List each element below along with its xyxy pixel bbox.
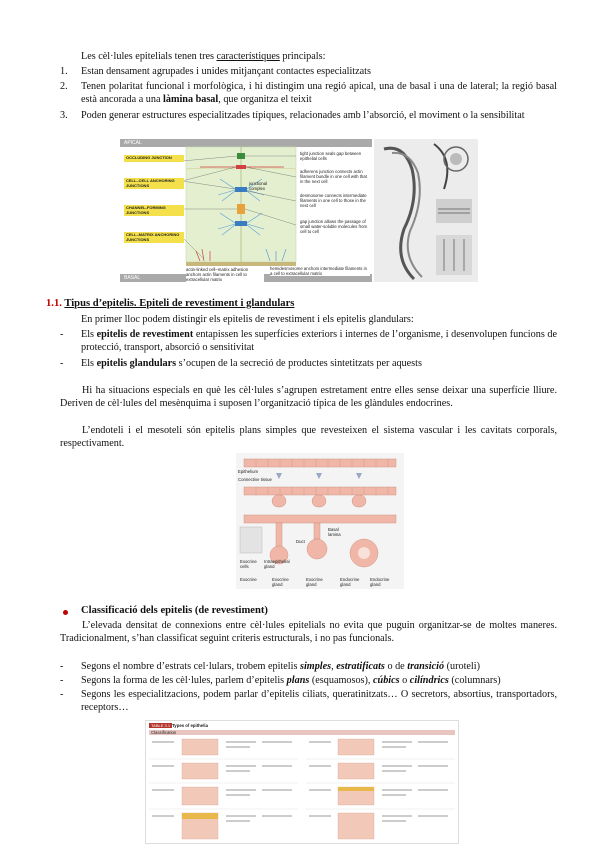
list-item [60, 65, 557, 78]
list-item [60, 688, 557, 715]
exocrine-cells-label: Exocrine cells [240, 559, 257, 569]
exocrine-gland-label: Exocrine gland [306, 577, 323, 587]
section-number: 1.1. [46, 298, 62, 309]
bullet-text: Segons la forma de les cèl·lules, parlem d’epitelis [81, 675, 287, 686]
bullet-text-end: (columnars) [448, 675, 501, 686]
intraepithelial-gland-label: Intraepithelial gland [264, 559, 290, 569]
bullet-text: Segons les especialitzacions, podem parlar d’epitelis ciliats, queratinitzats… O secretors, absortius, transportadors, receptors… [81, 689, 557, 714]
list-number: 3. [60, 110, 68, 121]
bullet-text-end: s’ocupen de la secreció de productes sintetitzats per aquests [176, 358, 422, 369]
cell-matrix-anchoring-label: CELL–MATRIX ANCHORING JUNCTIONS [124, 232, 184, 243]
desmosome-label: desmosome connects intermediate filaments in one cell to those in the next cell [300, 193, 367, 208]
channel-forming-label: CHANNEL-FORMING JUNCTIONS [124, 205, 184, 216]
paragraph: L’elevada densitat de connexions entre cèl·lules epitelials no evita que puguin organitzar-se de moltes maneres. Tradicionalment, s’han classificat seguint criteris estructurals, i no pas funcionals. [60, 620, 557, 645]
gap-junction-label: gap junction allows the passage of small water-soluble molecules from cell to cell [300, 219, 368, 234]
micrograph-figure [374, 139, 478, 282]
table-caption: Types of epithelia [172, 723, 208, 728]
junctional-complex-label: junctional complex [249, 181, 268, 191]
bullet-dash: - [60, 661, 64, 672]
list-bold: làmina basal [163, 94, 219, 106]
bullet-text: o [399, 675, 410, 686]
adherens-junction-label: adherens junction connects actin filament bundle in one cell with that in the next cell [300, 169, 367, 184]
exocrine-label: Exocrine [240, 577, 257, 582]
list-number: 2. [60, 81, 68, 92]
list-item [60, 674, 557, 687]
endocrine-gland-label: Endocrine gland [370, 577, 390, 587]
list-text-end: , que organitza el teixit [218, 94, 312, 106]
list-text: Poden generar estructures especialitzades típiques, relacionades amb l’absorció, el moviment o la sensibilitat [81, 110, 525, 121]
occluding-junction-label: OCCLUDING JUNCTION [124, 155, 184, 162]
intro-text: Les cèl·lules epitelials tenen tres [81, 51, 217, 62]
tight-junction-label: tight junction seals gap between epithelial cells [300, 151, 362, 161]
bullet-dash: - [60, 689, 64, 700]
connective-tissue-label: Connective tissue [238, 477, 272, 482]
bullet-bold: estratificats [336, 661, 385, 672]
intro-underlined: característiques [216, 51, 280, 62]
bullet-bold: transició [407, 661, 445, 672]
section-title: Tipus d’epitelis. Epiteli de revestiment i glandulars [64, 298, 295, 309]
bullet-bold: epitelis de revestiment [96, 329, 194, 340]
duct-label: Duct [296, 539, 305, 544]
bullet-bold: plans [286, 675, 310, 686]
bullet-bold: epitelis glandulars [96, 358, 177, 369]
epithelium-label: Epithelium [238, 469, 259, 474]
bullet-text-end: (uroteli) [444, 661, 480, 672]
bullet-bold: cúbics [373, 675, 400, 686]
list-item [60, 80, 557, 107]
list-item [60, 328, 557, 355]
intro-text-end: principals: [279, 51, 326, 62]
bullet-text: o de [384, 661, 408, 672]
paragraph: Hi ha situacions especials en què les cèl·lules s’agrupen estretament entre elles sense deixar una superfície lliure. Deriven de cèl·lules del mesènquima i suposen l’organització típica de les glàndules endocrines. [60, 385, 557, 410]
glands-figure [236, 453, 404, 589]
bullet-text: , [331, 661, 337, 672]
list-item [60, 660, 557, 673]
bullet-dash: - [60, 329, 64, 340]
table-header-label: Classification [151, 730, 177, 735]
bullet-text: Els [81, 329, 97, 340]
bullet-dash: - [60, 675, 64, 686]
actin-linked-adhesion-label: actin-linked cell–matrix adhesion anchors actin filaments in cell to extracellular matrix [186, 267, 264, 282]
bullet-text: Els [81, 358, 97, 369]
cell-cell-anchoring-label: CELL–CELL ANCHORING JUNCTIONS [124, 178, 184, 189]
endocrine-gland-label: Endocrine gland [340, 577, 360, 587]
bullet-bold: cilíndrics [409, 675, 449, 686]
section-heading [46, 298, 294, 309]
classification-heading: Classificació dels epitelis (de revestiment) [81, 605, 268, 616]
bullet-dot [63, 610, 68, 615]
exocrine-gland-label: Exocrine gland [272, 577, 289, 587]
list-number: 1. [60, 66, 68, 77]
bullet-bold: simples [299, 661, 332, 672]
intro-paragraph [81, 50, 557, 63]
table-tag: TABLE 3.1 [151, 723, 171, 728]
paragraph: L’endoteli i el mesoteli són epitelis plans simples que revesteixen el sistema vascular i les cavitats corporals, respectivament. [60, 425, 557, 450]
hemidesmosome-label: hemidesmosome anchors intermediate filaments in a cell to extracellular matrix [270, 266, 370, 276]
basal-lamina-label: Basal lamina [328, 527, 341, 537]
bullet-dash: - [60, 358, 64, 369]
micrograph-image [374, 139, 478, 282]
table-thumbnails [146, 721, 458, 843]
list-text: Tenen polaritat funcional i morfològica, i hi distingim una regió apical, una de basal i una de lateral; la regió basal està ancorada a una [81, 81, 557, 106]
bullet-text: (esquamosos), [309, 675, 373, 686]
epithelia-table-figure [145, 720, 459, 844]
apical-label: APICAL [120, 139, 372, 147]
paragraph: En primer lloc podem distingir els epitelis de revestiment i els epitelis glandulars: [81, 314, 414, 325]
bullet-text: Segons el nombre d’estrats cel·lulars, trobem epitelis [81, 661, 300, 672]
bullet-text-end: entapissen les superfícies exteriors i internes de l’organisme, i desenvolupen funcions de protecció, transport, absorció o sensitivitat [81, 329, 557, 354]
basal-label: BASAL [120, 274, 372, 282]
list-item [60, 357, 557, 370]
list-item [60, 109, 557, 122]
cell-junctions-figure [120, 139, 372, 282]
list-text: Estan densament agrupades i unides mitjançant contactes especialitzats [81, 66, 371, 77]
